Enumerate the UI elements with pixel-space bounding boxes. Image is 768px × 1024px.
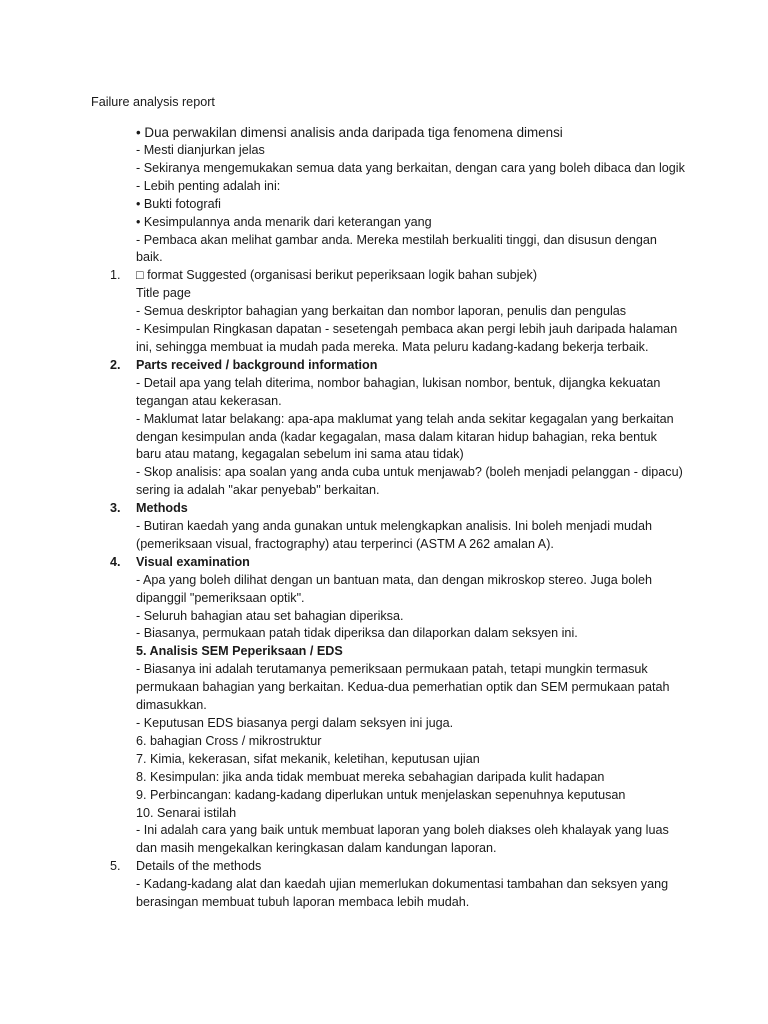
text-line — [136, 894, 696, 912]
text-line — [136, 590, 696, 608]
text-line — [136, 214, 696, 232]
list-number: 5. — [110, 859, 121, 874]
line-text: 6. bahagian Cross / mikrostruktur — [136, 733, 322, 748]
line-text: - Ini adalah cara yang baik untuk membuat laporan yang boleh diakses oleh khalayak yang luas — [136, 823, 669, 838]
line-text: sering ia adalah "akar penyebab" berkaitan. — [136, 483, 380, 498]
line-text: permukaan bahagian yang berkaitan. Kedua-dua pemerhatian optik dan SEM permukaan patah — [136, 680, 670, 695]
list-number: 1. — [110, 268, 121, 283]
text-line — [136, 751, 696, 769]
text-line — [136, 142, 696, 160]
line-text: • Dua perwakilan dimensi analisis anda daripada tiga fenomena dimensi — [136, 125, 563, 140]
text-line — [136, 411, 696, 429]
text-line — [136, 805, 696, 823]
line-text: Parts received / background information — [136, 357, 378, 372]
text-line — [136, 232, 696, 250]
text-line — [136, 196, 696, 214]
text-line — [136, 321, 696, 339]
line-text: dan masih mengekalkan keringkasan dalam kandungan laporan. — [136, 841, 497, 856]
line-text: Details of the methods — [136, 859, 262, 874]
line-text: Title page — [136, 286, 191, 301]
line-text: - Sekiranya mengemukakan semua data yang berkaitan, dengan cara yang boleh dibaca dan logik — [136, 160, 685, 175]
line-text: □ format Suggested (organisasi berikut peperiksaan logik bahan subjek) — [136, 268, 538, 283]
text-line — [136, 123, 696, 142]
text-line — [136, 715, 696, 733]
text-line — [136, 178, 696, 196]
text-line — [136, 482, 696, 500]
line-text: - Apa yang boleh dilihat dengan un bantuan mata, dan dengan mikroskop stereo. Juga boleh — [136, 572, 653, 587]
text-line — [136, 464, 696, 482]
line-text: ini, sehingga membuat ia mudah pada mereka. Mata peluru kadang-kadang bekerja terbaik. — [136, 339, 649, 354]
line-text: baik. — [136, 250, 163, 265]
line-text: 10. Senarai istilah — [136, 805, 237, 820]
numbered-item — [110, 357, 696, 375]
line-text: - Semua deskriptor bahagian yang berkaitan dan nombor laporan, penulis dan pengulas — [136, 304, 627, 319]
list-number: 4. — [110, 554, 121, 569]
text-line — [136, 769, 696, 787]
line-text: • Kesimpulannya anda menarik dari keterangan yang — [136, 214, 432, 229]
line-text: dipanggil "pemeriksaan optik". — [136, 590, 305, 605]
line-text: 9. Perbincangan: kadang-kadang diperlukan untuk menjelaskan sepenuhnya keputusan — [136, 787, 626, 802]
text-line — [136, 429, 696, 447]
line-text: tegangan atau kekerasan. — [136, 393, 282, 408]
text-line — [136, 446, 696, 464]
text-line — [136, 679, 696, 697]
text-line — [136, 536, 696, 554]
text-line — [136, 160, 696, 178]
list-number: 2. — [110, 357, 121, 372]
document-body — [110, 123, 696, 912]
text-line — [136, 572, 696, 590]
line-text: - Kesimpulan Ringkasan dapatan - sesetengah pembaca akan pergi lebih jauh daripada halaman — [136, 322, 678, 337]
list-number: 3. — [110, 501, 121, 516]
line-text: - Maklumat latar belakang: apa-apa maklumat yang telah anda sekitar kegagalan yang berkaitan — [136, 411, 674, 426]
line-text: baru atau matang, kegagalan sebelum ini sama atau tidak) — [136, 447, 464, 462]
text-line — [136, 661, 696, 679]
text-line — [136, 876, 696, 894]
text-line — [136, 339, 696, 357]
numbered-item — [110, 500, 696, 518]
text-line — [136, 303, 696, 321]
line-text: - Detail apa yang telah diterima, nombor bahagian, lukisan nombor, bentuk, dijangka kekuatan — [136, 375, 661, 390]
line-text: - Pembaca akan melihat gambar anda. Mereka mestilah berkualiti tinggi, dan disusun dengan — [136, 232, 657, 247]
line-text: - Biasanya, permukaan patah tidak diperiksa dan dilaporkan dalam seksyen ini. — [136, 626, 578, 641]
line-text: - Seluruh bahagian atau set bahagian diperiksa. — [136, 608, 404, 623]
text-line — [136, 697, 696, 715]
line-text: 8. Kesimpulan: jika anda tidak membuat mereka sebahagian daripada kulit hadapan — [136, 769, 605, 784]
line-text: - Biasanya ini adalah terutamanya pemeriksaan permukaan patah, tetapi mungkin termasuk — [136, 662, 648, 677]
line-text: 5. Analisis SEM Peperiksaan / EDS — [136, 644, 343, 659]
text-line — [136, 518, 696, 536]
document-title: Failure analysis report — [91, 95, 215, 109]
line-text: - Kadang-kadang alat dan kaedah ujian memerlukan dokumentasi tambahan dan seksyen yang — [136, 877, 669, 892]
line-text: berasingan membuat tubuh laporan membaca lebih mudah. — [136, 895, 470, 910]
text-line — [136, 285, 696, 303]
text-line — [136, 375, 696, 393]
line-text: Visual examination — [136, 554, 250, 569]
numbered-item — [110, 858, 696, 876]
line-text: - Keputusan EDS biasanya pergi dalam seksyen ini juga. — [136, 716, 454, 730]
text-line — [136, 822, 696, 840]
text-line — [136, 643, 696, 661]
line-text: (pemeriksaan visual, fractography) atau terperinci (ASTM A 262 amalan A). — [136, 536, 554, 551]
line-text: dimasukkan. — [136, 698, 207, 713]
text-line — [136, 840, 696, 858]
line-text: - Skop analisis: apa soalan yang anda cuba untuk menjawab? (boleh menjadi pelanggan - dipacu) — [136, 465, 683, 480]
line-text: - Mesti dianjurkan jelas — [136, 143, 265, 157]
text-line — [136, 249, 696, 267]
text-line — [136, 787, 696, 805]
text-line — [136, 625, 696, 643]
line-text: - Butiran kaedah yang anda gunakan untuk melengkapkan analisis. Ini boleh menjadi mudah — [136, 519, 652, 534]
text-line — [136, 393, 696, 411]
text-line — [136, 733, 696, 751]
text-line — [136, 608, 696, 626]
line-text: dengan kesimpulan anda (kadar kegagalan, masa dalam kitaran hidup bahagian, reka bentuk — [136, 429, 657, 444]
numbered-item — [110, 554, 696, 572]
line-text: • Bukti fotografi — [136, 196, 221, 211]
line-text: Methods — [136, 501, 188, 516]
line-text: - Lebih penting adalah ini: — [136, 178, 281, 193]
line-text: 7. Kimia, kekerasan, sifat mekanik, keletihan, keputusan ujian — [136, 751, 480, 766]
numbered-item — [110, 267, 696, 285]
